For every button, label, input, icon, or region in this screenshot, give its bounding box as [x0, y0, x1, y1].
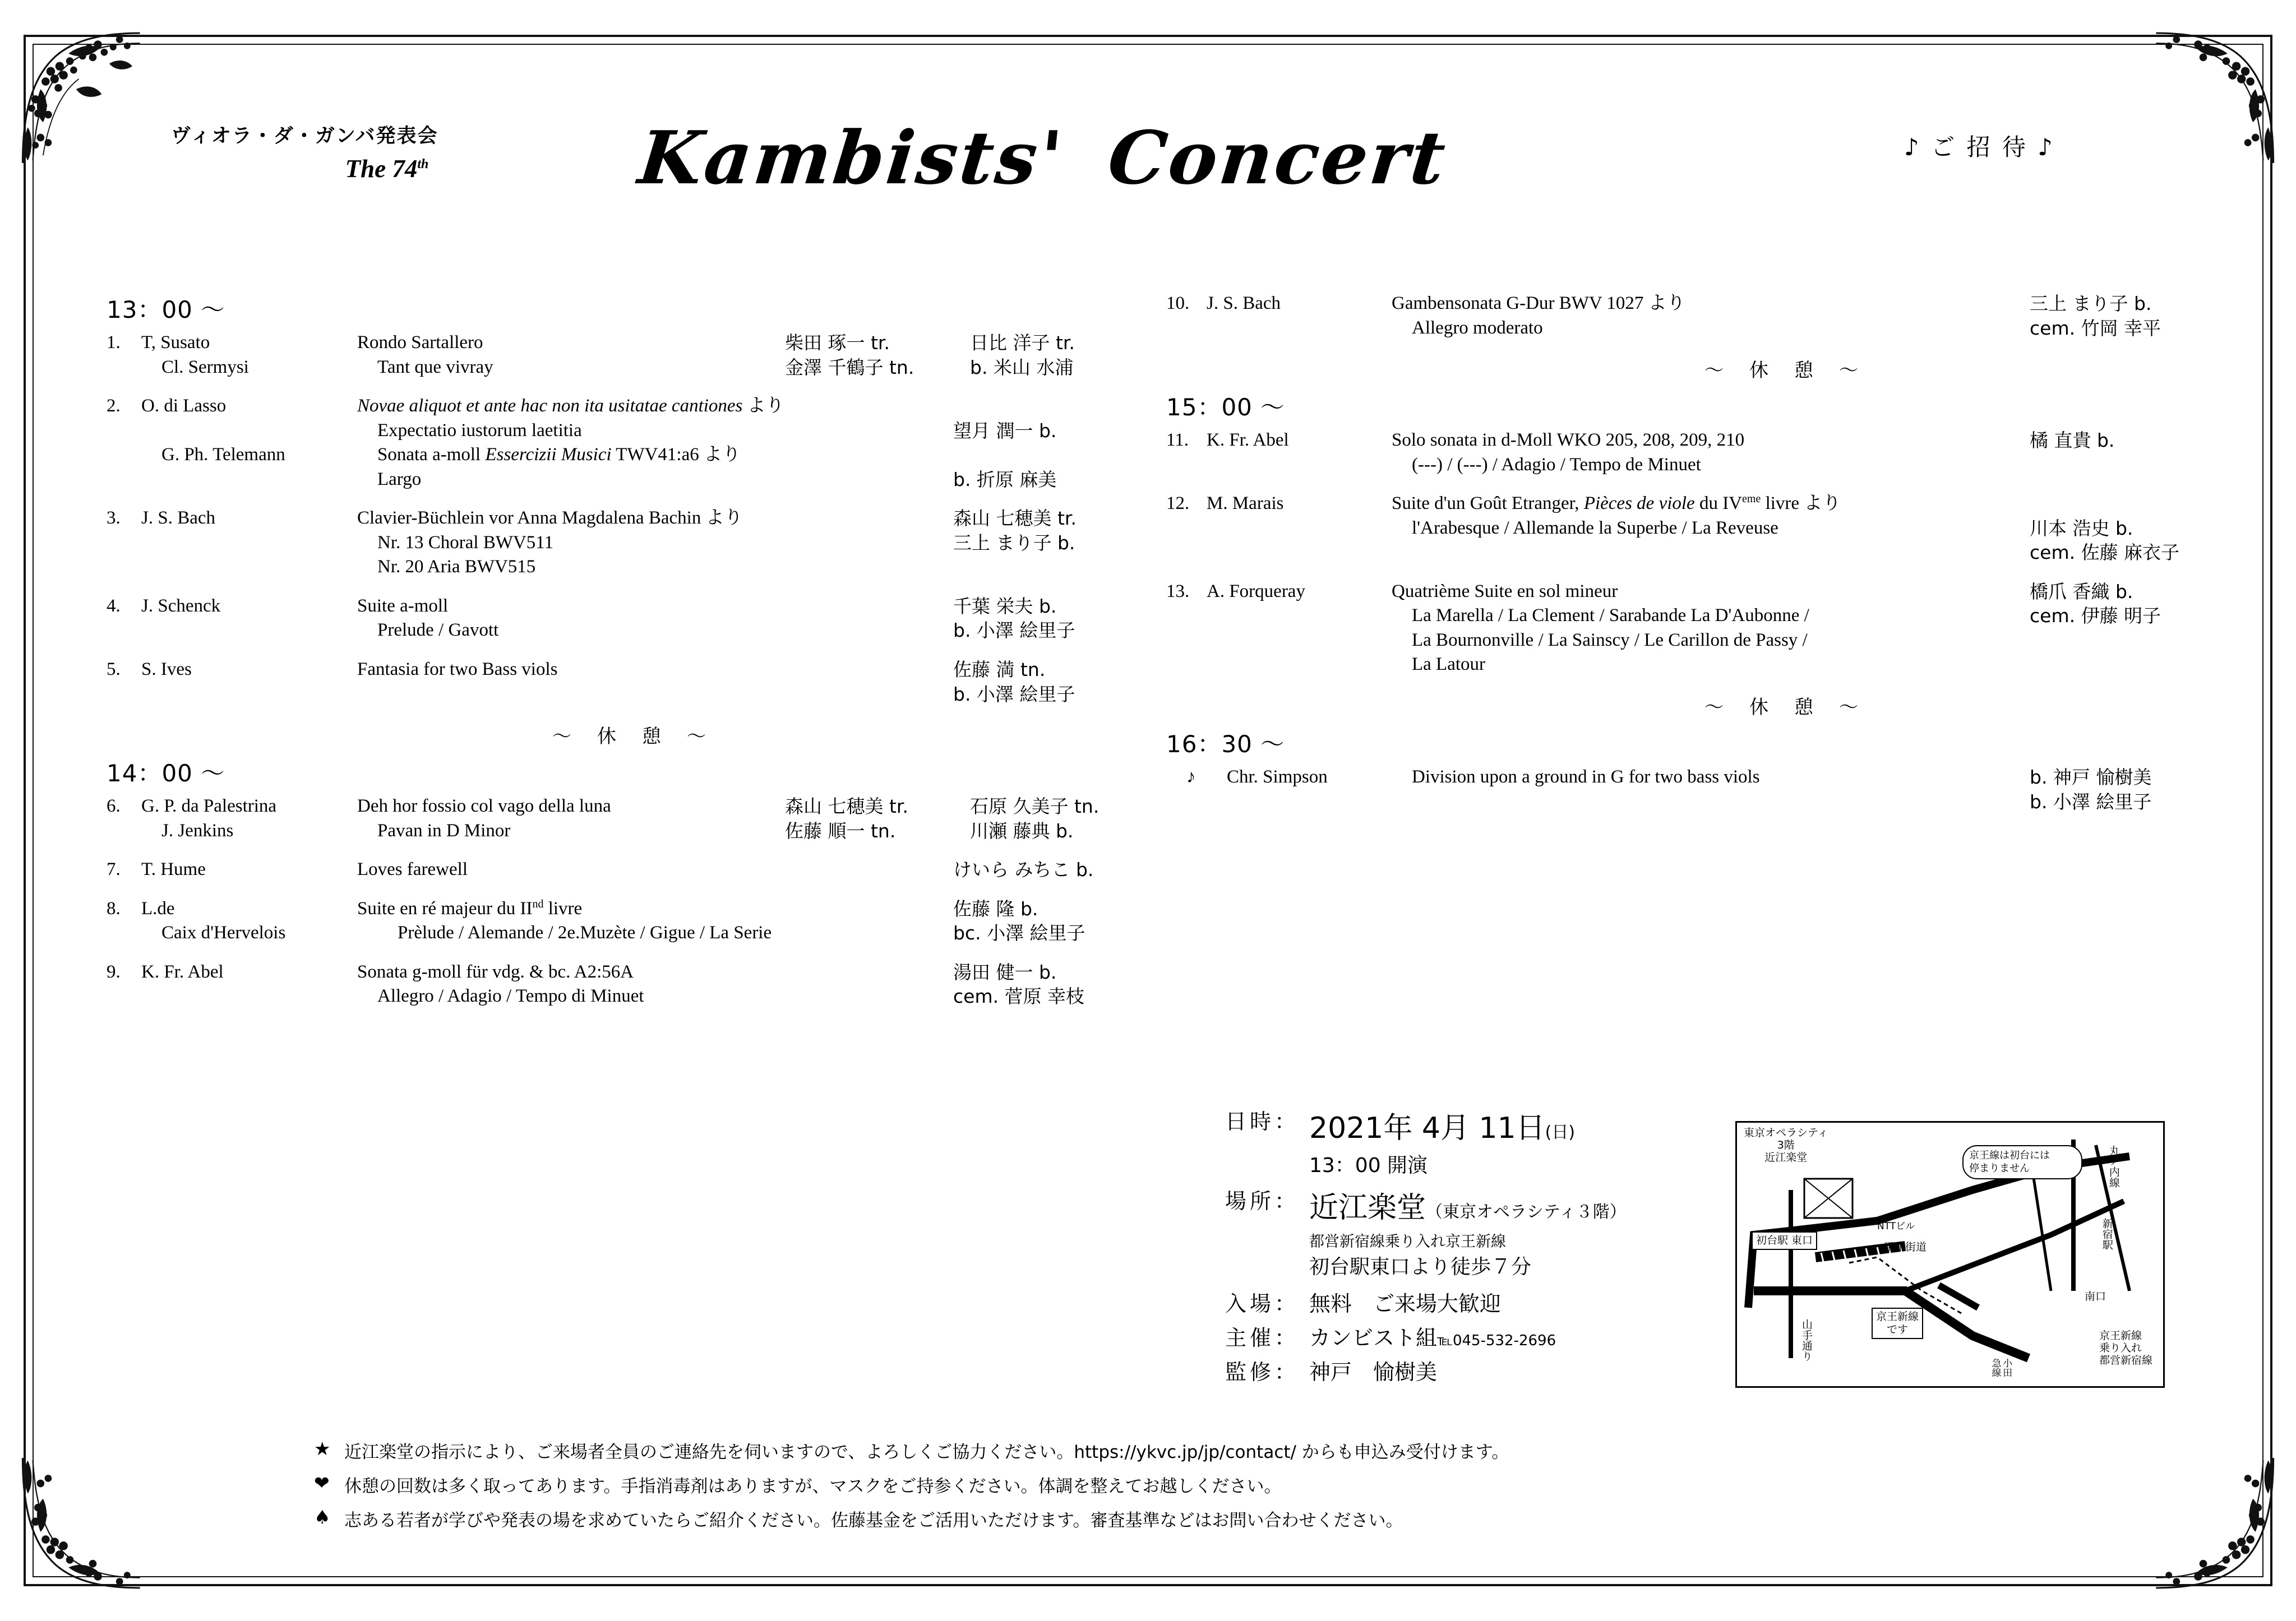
corner-ornament-icon	[17, 1453, 146, 1593]
title-word-2: Concert	[1104, 115, 1452, 201]
program-item	[1166, 428, 2232, 477]
info-host-row	[1225, 1321, 1819, 1351]
info-supervisor-label: 監修：	[1225, 1360, 1300, 1384]
item-number: ♪	[1186, 767, 1196, 788]
corner-ornament-icon	[2150, 28, 2279, 168]
item-performer: 橘 直貴 b.	[2030, 429, 2115, 452]
item-performer: 千葉 栄夫 b.	[953, 595, 1057, 617]
item-performer: 橋爪 香織 b.	[2030, 580, 2133, 603]
item-number: 7.	[107, 859, 121, 880]
item-work: Clavier-Büchlein vor Anna Magdalena Bachin より	[357, 508, 743, 529]
item-performer: b. 小澤 絵里子	[953, 683, 1075, 705]
program-item	[107, 594, 1155, 643]
item-work	[357, 394, 1155, 419]
map-callout-keio: 京王線は初台には 停まりません	[1962, 1145, 2082, 1179]
note-marker: ★	[314, 1438, 331, 1460]
item-work: Suite a-moll	[357, 595, 449, 616]
item-number: 5.	[107, 659, 121, 680]
program-item	[107, 858, 1155, 882]
info-place-value: 近江楽堂（東京オペラシティ３階）	[1309, 1191, 1627, 1225]
item-composer: G. Ph. Telemann	[161, 444, 285, 465]
item-performer: 佐藤 満 tn.	[953, 659, 1046, 681]
item-performer: cem. 佐藤 麻衣子	[2030, 541, 2180, 564]
program-item	[107, 506, 1155, 580]
info-supervisor-value: 神戸 愉樹美	[1309, 1360, 1438, 1384]
edition-text: The 74	[345, 155, 418, 183]
info-place-note-2: 初台駅東口より徒歩７分	[1309, 1256, 1532, 1279]
item-work: Quatrième Suite en sol mineur	[1392, 581, 1618, 601]
item-composer: Cl. Sermysi	[161, 356, 249, 377]
item-performer: 石原 久美子 tn.	[970, 795, 1100, 818]
item-work: l'Arabesque / Allemande la Superbe / La Reveuse	[1412, 517, 1778, 538]
event-info	[1225, 1104, 1819, 1389]
item-work: Prèlude / Alemande / 2e.Muzète / Gigue / La Serie	[398, 923, 772, 943]
item-work: Allegro moderato	[1412, 317, 1543, 338]
item-work-suffix: より	[747, 396, 784, 416]
item-work: Sonata a-moll Essercizii Musici TWV41:a6 より	[377, 444, 741, 465]
map-label-odakyu-line: 小田急線	[1989, 1358, 2012, 1377]
note-marker: ♠	[314, 1506, 331, 1528]
item-performer: 森山 七穂美 tr.	[953, 507, 1077, 530]
item-work: Gambensonata G-Dur BWV 1027 より	[1392, 293, 1685, 313]
info-host-value: カンビスト組℡045-532-2696	[1309, 1326, 1556, 1350]
item-composer: T. Hume	[141, 859, 206, 880]
program-column-left	[107, 291, 1155, 1023]
item-work-title: Novae aliquot et ante hac non ita usitatae cantiones	[357, 396, 743, 416]
item-performer: bc. 小澤 絵里子	[953, 922, 1085, 944]
program-item	[107, 331, 1155, 379]
item-number: 8.	[107, 898, 121, 919]
item-performer: b. 折原 麻美	[953, 468, 1057, 490]
item-composer: J. S. Bach	[1207, 293, 1281, 313]
map-label-keio-shinsen: 京王新線 乗り入れ 都営新宿線	[2099, 1330, 2153, 1367]
info-fee-label: 入場：	[1225, 1291, 1300, 1316]
item-work: Rondo Sartallero	[357, 332, 483, 353]
item-work: (---) / (---) / Adagio / Tempo de Minuet	[1412, 454, 1701, 475]
program-item	[1166, 580, 2232, 677]
item-number: 4.	[107, 595, 121, 616]
item-performer: 湯田 健一 b.	[953, 961, 1057, 983]
item-performer: 日比 洋子 tr.	[970, 332, 1075, 354]
item-composer: K. Fr. Abel	[1207, 430, 1289, 451]
program-item	[107, 960, 1155, 1009]
item-work: Allegro / Adagio / Tempo di Minuet	[377, 986, 644, 1007]
item-work: La Bournonville / La Sainscy / Le Carillon de Passy /	[1412, 629, 1808, 650]
corner-ornament-icon	[2150, 1453, 2279, 1593]
info-place-label: 場所：	[1225, 1189, 1300, 1214]
program-item	[107, 794, 1155, 843]
page-title	[635, 115, 1451, 201]
item-work: Solo sonata in d-Moll WKO 205, 208, 209, 210	[1392, 430, 1745, 451]
item-work: La Marella / La Clement / Sarabande La D'Aubonne /	[1412, 605, 1809, 626]
item-work: Fantasia for two Bass viols	[357, 659, 558, 680]
poster-subtitle: ヴィオラ・ダ・ガンバ発表会	[171, 125, 438, 147]
item-work: Loves farewell	[357, 859, 468, 880]
item-composer: L.de	[141, 898, 175, 919]
info-date-label: 日時：	[1225, 1109, 1300, 1134]
item-work: Expectatio iustorum laetitia	[377, 420, 582, 441]
note-item	[314, 1472, 2080, 1497]
item-work: La Latour	[1412, 654, 1486, 675]
item-performer: b. 神戸 愉樹美	[2030, 766, 2152, 789]
item-composer: M. Marais	[1207, 493, 1284, 514]
item-work: Suite d'un Goût Etranger, Pièces de viole du IVeme livre より	[1392, 493, 1841, 514]
section-time-1300: 13：00 ～	[107, 296, 225, 323]
item-work: Pavan in D Minor	[377, 820, 511, 841]
info-host-tel: ℡045-532-2696	[1437, 1332, 1556, 1349]
info-place-row	[1225, 1184, 1819, 1226]
item-number: 2.	[107, 396, 121, 416]
item-composer: J. Schenck	[141, 595, 221, 616]
item-performer: cem. 菅原 幸枝	[953, 985, 1085, 1008]
map-label-south-exit: 南口	[2085, 1290, 2106, 1303]
item-composer: G. P. da Palestrina	[141, 796, 277, 817]
info-fee-value: 無料 ご来場大歓迎	[1309, 1291, 1502, 1316]
item-performer: 佐藤 順一 tn.	[785, 819, 896, 842]
item-work: Sonata g-moll für vdg. & bc. A2:56A	[357, 961, 634, 982]
item-composer: O. di Lasso	[141, 396, 227, 416]
footer-notes	[314, 1438, 2080, 1540]
item-number: 13.	[1166, 581, 1190, 601]
info-opening-time: 13：00 開演	[1309, 1154, 1428, 1177]
edition-ordinal: th	[417, 157, 429, 172]
item-number: 11.	[1166, 430, 1189, 451]
item-performer: cem. 竹岡 幸平	[2030, 317, 2161, 339]
item-composer: Caix d'Hervelois	[161, 923, 286, 943]
info-date-row	[1225, 1104, 1819, 1146]
note-text: 近江楽堂の指示により、ご来場者全員のご連絡先を伺いますので、よろしくご協力ください。https://ykvc.jp/jp/contact/ からも申込み受付けます。	[344, 1442, 1509, 1462]
info-supervisor-row	[1225, 1355, 1819, 1386]
item-composer: T, Susato	[141, 332, 210, 353]
item-performer: b. 小澤 絵里子	[2030, 790, 2152, 813]
item-performer: 金澤 千鶴子 tn.	[785, 356, 914, 378]
program-item	[1166, 492, 2232, 565]
item-performer: 森山 七穂美 tr.	[785, 795, 908, 818]
info-fee-row	[1225, 1286, 1819, 1317]
item-number: 12.	[1166, 493, 1190, 514]
map-label-koshu-kaido: 甲州街道	[1884, 1241, 1927, 1253]
intermission-label: ～ 休 憩 ～	[1704, 359, 1861, 382]
item-number: 1.	[107, 332, 121, 353]
map-label-keio-new-line: 京王新線 です	[1872, 1308, 1923, 1339]
item-performer: 柴田 琢一 tr.	[785, 332, 890, 354]
map-label-ntt: NTTビル	[1877, 1221, 1915, 1232]
item-number: 9.	[107, 961, 121, 982]
intermission-label: ～ 休 憩 ～	[1704, 696, 1861, 719]
item-work: Nr. 20 Aria BWV515	[377, 557, 536, 577]
access-map	[1735, 1121, 2165, 1388]
item-number: 10.	[1166, 293, 1190, 313]
note-marker: ❤	[314, 1472, 330, 1494]
item-composer: J. Jenkins	[161, 820, 234, 841]
item-performer: 望月 潤一 b.	[953, 419, 1057, 442]
item-composer: S. Ives	[141, 659, 192, 680]
item-work: Nr. 13 Choral BWV511	[377, 532, 554, 553]
info-host-label: 主催：	[1225, 1326, 1300, 1350]
item-composer: K. Fr. Abel	[141, 961, 224, 982]
program-item	[107, 657, 1155, 706]
program-item	[107, 897, 1155, 946]
item-number: 3.	[107, 508, 121, 529]
note-text: 休憩の回数は多く取ってあります。手指消毒剤はありますが、マスクをご持参ください。体調を整えてお越しください。	[344, 1476, 1282, 1497]
intermission-label: ～ 休 憩 ～	[552, 725, 709, 748]
section-time-1500: 15：00 ～	[1166, 393, 1285, 422]
title-word-1: Kambists'	[634, 115, 1069, 201]
corner-ornament-icon	[17, 28, 146, 168]
item-composer: Chr. Simpson	[1227, 767, 1328, 788]
map-label-shinjuku-station: 新宿駅	[2100, 1218, 2113, 1250]
program-item	[1166, 291, 2232, 340]
invitation-badge: ♪ ご 招 待 ♪	[1904, 133, 2055, 161]
item-work: Tant que vivray	[377, 356, 493, 377]
item-composer: A. Forqueray	[1207, 581, 1305, 601]
program-item	[107, 394, 1155, 492]
item-performer: けいら みちこ b.	[953, 859, 1094, 881]
item-performer: cem. 伊藤 明子	[2030, 605, 2161, 627]
item-performer: 三上 まり子 b.	[2030, 293, 2152, 314]
edition-number	[345, 154, 429, 183]
item-composer: J. S. Bach	[141, 508, 215, 529]
item-performer: 川瀬 藤典 b.	[970, 819, 1074, 842]
item-number: 6.	[107, 796, 121, 817]
item-performer: 佐藤 隆 b.	[953, 897, 1038, 920]
item-work: Division upon a ground in G for two bass viols	[1412, 767, 1760, 788]
info-place-note-1: 都営新宿線乗り入れ京王新線	[1309, 1233, 1506, 1251]
item-work: Suite en ré majeur du IInd livre	[357, 897, 583, 919]
item-performer: 川本 浩史 b.	[2030, 517, 2133, 539]
item-work: Largo	[377, 469, 422, 489]
note-text: 志ある若者が学びや発表の場を求めていたらご紹介ください。佐藤基金をご活用いただけます。審査基準などはお問い合わせください。	[344, 1511, 1403, 1531]
map-label-hatsudai-station: 初台駅 東口	[1752, 1231, 1817, 1250]
note-item	[314, 1438, 2080, 1463]
item-performer: b. 米山 水浦	[970, 356, 1074, 378]
item-work: Prelude / Gavott	[377, 620, 499, 641]
note-item	[314, 1506, 2080, 1531]
map-label-marunouchi-line: 丸ノ内線	[2107, 1145, 2120, 1188]
item-work: Deh hor fossio col vago della luna	[357, 796, 611, 817]
program-item	[1166, 765, 2232, 814]
map-label-yamanote-dori: 山手通り	[1800, 1319, 1813, 1361]
program-column-right	[1166, 291, 2232, 828]
item-performer: b. 小澤 絵里子	[953, 619, 1075, 642]
item-performer: 三上 まり子 b.	[953, 531, 1075, 554]
map-label-opera-city: 東京オペラシティ 3階 近江楽堂	[1744, 1127, 1828, 1164]
info-date-value: 2021年 4月 11日(日)	[1309, 1111, 1576, 1145]
section-time-1400: 14：00 ～	[107, 759, 225, 788]
section-time-1630: 16：30 ～	[1166, 730, 1285, 758]
